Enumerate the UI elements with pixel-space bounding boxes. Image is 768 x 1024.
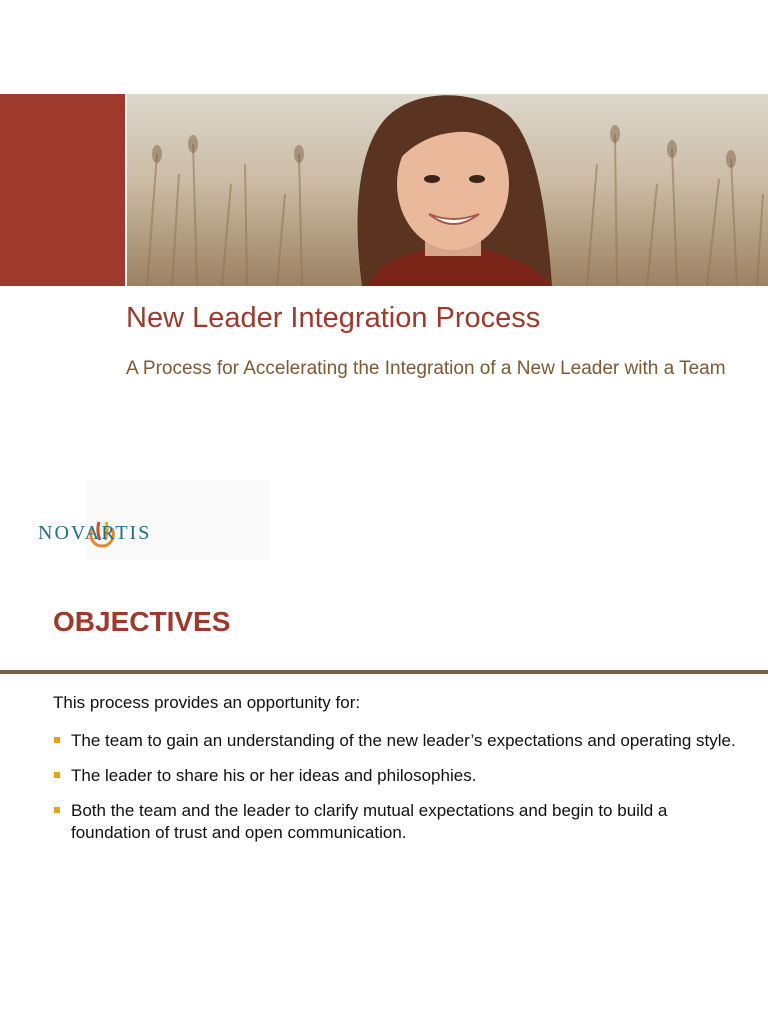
- list-item: [53, 800, 743, 844]
- cover-title: New Leader Integration Process: [126, 302, 541, 334]
- square-bullet-icon: [54, 807, 60, 813]
- list-item: [53, 765, 743, 787]
- divider: [0, 670, 768, 674]
- objectives-list: [53, 730, 743, 857]
- hero-photo: [127, 94, 768, 286]
- list-item: [53, 730, 743, 752]
- list-item-text: The leader to share his or her ideas and philosophies.: [71, 766, 477, 785]
- list-item-text: Both the team and the leader to clarify mutual expectations and begin to build a foundation of trust and open communication.: [71, 801, 668, 842]
- cover-subtitle: A Process for Accelerating the Integration of a New Leader with a Team: [126, 358, 726, 379]
- novartis-logo: [86, 480, 270, 560]
- list-item-text: The team to gain an understanding of the new leader’s expectations and operating style.: [71, 731, 736, 750]
- accent-block: [0, 94, 125, 286]
- square-bullet-icon: [54, 772, 60, 778]
- objectives-intro: This process provides an opportunity for:: [53, 693, 361, 712]
- logo-wordmark: NOVARTIS: [38, 522, 152, 544]
- objectives-heading: OBJECTIVES: [53, 606, 231, 637]
- square-bullet-icon: [54, 737, 60, 743]
